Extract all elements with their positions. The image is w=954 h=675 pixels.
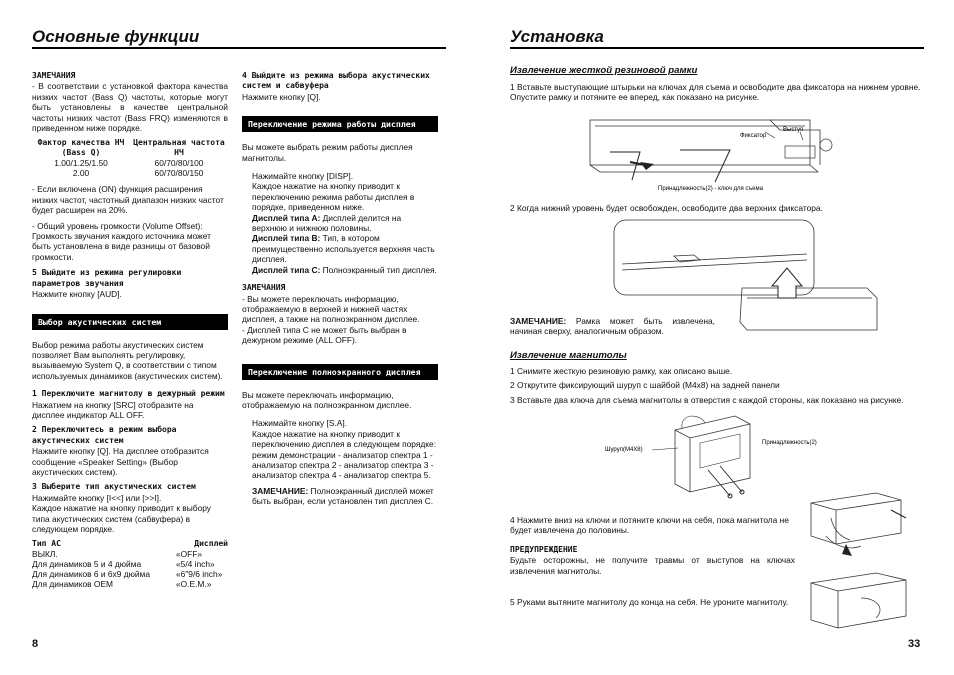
display-type-b-desc: Тип, в котором преимущественно используется верхняя часть дисплея. — [252, 233, 435, 265]
right-page-number: 33 — [908, 638, 921, 650]
speaker-table-cell: ВЫКЛ. — [32, 549, 58, 560]
speaker-step3-text-2: Каждое нажатие на кнопку приводит к выбору типа акустических систем (сабвуфера) в следующем порядке. — [32, 503, 211, 534]
speaker-step1-heading: 1 Переключите магнитолу в дежурный режим — [32, 389, 225, 399]
right-title-rule — [510, 47, 924, 49]
display-type-c — [252, 265, 438, 275]
right-page-title: Установка — [510, 27, 604, 46]
step5-heading: 5 Выйдите из режима регулировки параметров звучания — [32, 268, 182, 288]
fullscreen-note-text: Полноэкранный дисплей может быть выбран, если установлен тип дисплея C. — [252, 485, 434, 507]
warning-block — [510, 545, 795, 576]
display-cycle-text: Каждое нажатие на кнопку приводит к переключению режима работы дисплея в порядке, приведенном ниже. — [252, 181, 415, 213]
display-type-c-desc: Полноэкранный тип дисплея. — [320, 264, 437, 275]
display-type-c-label: Дисплей типа C: — [252, 264, 321, 275]
step2-text: 2 Когда нижний уровень будет освобожден, освободите два верхних фиксатора. — [510, 203, 823, 213]
left-title-rule — [32, 47, 446, 49]
bass-table-cell: 60/70/80/100 — [154, 158, 204, 169]
fig1-label-tab: Выступ — [783, 127, 804, 133]
figure-frame-removal — [570, 110, 840, 200]
warning-heading: ПРЕДУПРЕЖДЕНИЕ — [510, 545, 578, 554]
subtitle-remove-unit: Извлечение магнитолы — [510, 350, 627, 361]
left-page-number: 8 — [32, 638, 39, 650]
unit-step4: 4 Нажмите вниз на ключи и потяните ключи на себя, пока магнитола не будет извлечена до половины. — [510, 515, 789, 536]
speaker-intro: Выбор режима работы акустических систем позволяет Вам выполнять регулировку, вызываемую System Q, в соответствии с типом используемых динамиков (акустических систем). — [32, 339, 223, 381]
step4-heading: 4 Выйдите из режима выбора акустических систем и сабвуфера — [242, 71, 430, 91]
speaker-step2-heading: 2 Переключитесь в режим выбора акустических систем — [32, 425, 177, 445]
speaker-table-cell: «OFF» — [176, 549, 203, 560]
fullscreen-note-label: ЗАМЕЧАНИЕ: — [252, 485, 309, 496]
frame-note-label: ЗАМЕЧАНИЕ: — [510, 316, 567, 326]
display-type-a-desc: Дисплей делится на верхнюю и нижнюю половины. — [252, 212, 402, 234]
note-bass-extend: - Если включена (ON) функция расширения низких частот, частотный диапазон низких частот будет расширен на 20%. — [32, 184, 224, 216]
display-press-text: Нажимайте кнопку [DISP]. — [252, 171, 354, 182]
speaker-step2-text: Нажмите кнопку [Q]. На дисплее отобразится сообщение «Speaker Setting» (Выбор акустических систем). — [32, 446, 209, 477]
speaker-type-table — [32, 539, 228, 589]
step1-text: 1 Вставьте выступающие штырьки на ключах для съема и освободите два фиксатора на нижнем уровне. Опустите рамку и потяните ее вперед, как показано на рисунке. — [510, 82, 921, 103]
speaker-table-cell: Для динамиков 6 и 6x9 дюйма — [32, 569, 150, 580]
note-bass-q: - В соответствии с установкой фактора качества низких частот (Bass Q) частоты, которые могут быть установлены в качестве центральной частоты низких частот (Bass FRQ) изменяются в приведенном ниже порядке. — [32, 81, 228, 134]
section-bar-display-mode: Переключение режима работы дисплея — [242, 116, 438, 132]
display-notes-heading: ЗАМЕЧАНИЯ — [242, 283, 286, 293]
fullscreen-steps — [242, 418, 438, 506]
step4-text: Нажмите кнопку [Q]. — [242, 91, 321, 102]
left-column-2 — [242, 71, 438, 507]
display-type-b-label: Дисплей типа B: — [252, 233, 321, 244]
unit-step3: 3 Вставьте два ключа для съема магнитолы в отверстия с каждой стороны, как показано на рисунке. — [510, 394, 904, 405]
unit-step2: 2 Открутите фиксирующий шуруп с шайбой (M4x8) на задней панели — [510, 380, 780, 391]
fig3-label-screw: Шуруп(M4X8) — [605, 447, 643, 453]
display-type-a-label: Дисплей типа A: — [252, 212, 321, 223]
speaker-table-cell: Для динамиков OEM — [32, 579, 113, 590]
display-type-a — [252, 213, 438, 234]
section-bar-fullscreen: Переключение полноэкранного дисплея — [242, 364, 438, 380]
figure-unit-keys — [600, 408, 830, 503]
display-steps — [242, 171, 438, 275]
unit-step1: 1 Снимите жесткую резиновую рамку, как описано выше. — [510, 366, 733, 376]
step5-text: Нажмите кнопку [AUD]. — [32, 289, 122, 300]
figure-pull-unit — [806, 488, 916, 638]
frame-note — [510, 316, 715, 337]
display-note-a: - Вы можете переключать информацию, отображаемую в верхней и нижней частях дисплея, а также на полноэкранном дисплее. — [242, 293, 420, 325]
notes-heading: ЗАМЕЧАНИЯ — [32, 71, 76, 80]
left-page-title: Основные функции — [32, 27, 200, 46]
unit-step5: 5 Руками вытяните магнитолу до конца на себя. Не уроните магнитолу. — [510, 597, 789, 607]
fullscreen-cycle-text: Каждое нажатие на кнопку приводит к переключению дисплея в следующем порядке: режим демонстрации - анализатор спектра 1 - анализатор спектра 2 - анализатор спектра 3 - анализатор спектра 4 - анализатор спектра 5. — [252, 428, 437, 481]
fig1-label-latch: Фиксатор — [740, 133, 767, 139]
speaker-table-cell: «5/4 inch» — [176, 559, 215, 570]
fullscreen-press-text: Нажимайте кнопку [S.A]. — [252, 418, 348, 429]
fullscreen-note — [252, 486, 438, 507]
speaker-table-header-display: Дисплей — [194, 539, 228, 549]
speaker-table-cell: Для динамиков 5 и 4 дюйма — [32, 559, 142, 570]
bass-table — [32, 138, 228, 178]
bass-table-header-q: Фактор качества НЧ (Bass Q) — [37, 138, 125, 158]
speaker-table-header-type: Тип АС — [32, 539, 61, 549]
fig1-label-key: Принадлежность(2) - ключ для съема — [658, 186, 763, 192]
display-intro: Вы можете выбрать режим работы дисплея магнитолы. — [242, 142, 413, 163]
warning-text: Будьте осторожны, не получите травмы от выступов на ключах извлечения магнитолы. — [510, 555, 795, 576]
bass-table-cell: 60/70/80/150 — [154, 168, 204, 179]
display-note-b: - Дисплей типа C не может быть выбран в дежурном режиме (ALL OFF). — [242, 324, 407, 346]
subtitle-remove-frame: Извлечение жесткой резиновой рамки — [510, 65, 698, 76]
note-volume-offset: - Общий уровень громкости (Volume Offset): Громкость звучания каждого источника может быть установлена в виде разницы от базовой громкости. — [32, 220, 211, 262]
section-bar-speaker-select: Выбор акустических систем — [32, 314, 228, 330]
speaker-step3-text: Нажимайте кнопку [I<<] или [>>I]. — [32, 492, 162, 503]
speaker-table-cell: «O.E.M.» — [176, 579, 212, 590]
unit-steps — [510, 366, 924, 405]
speaker-step1-text: Нажатием на кнопку [SRC] отобразите на дисплее индикатор ALL OFF. — [32, 399, 194, 420]
fig3-label-accessory: Принадлежность(2) — [762, 440, 817, 446]
speaker-step3-heading: 3 Выберите тип акустических систем — [32, 482, 196, 492]
frame-note-text: Рамка может быть извлечена, начиная сверху, аналогичным образом. — [510, 316, 715, 337]
bass-table-cell: 2.00 — [72, 168, 90, 179]
fullscreen-intro: Вы можете переключать информацию, отображаемую на полноэкранном дисплее. — [242, 389, 412, 410]
display-type-b — [252, 233, 438, 264]
speaker-table-cell: «6"9/6 inch» — [176, 569, 223, 580]
bass-table-header-frq: Центральная частота НЧ — [133, 138, 225, 158]
left-column-1 — [32, 71, 228, 589]
bass-table-cell: 1.00/1.25/1.50 — [54, 158, 108, 169]
